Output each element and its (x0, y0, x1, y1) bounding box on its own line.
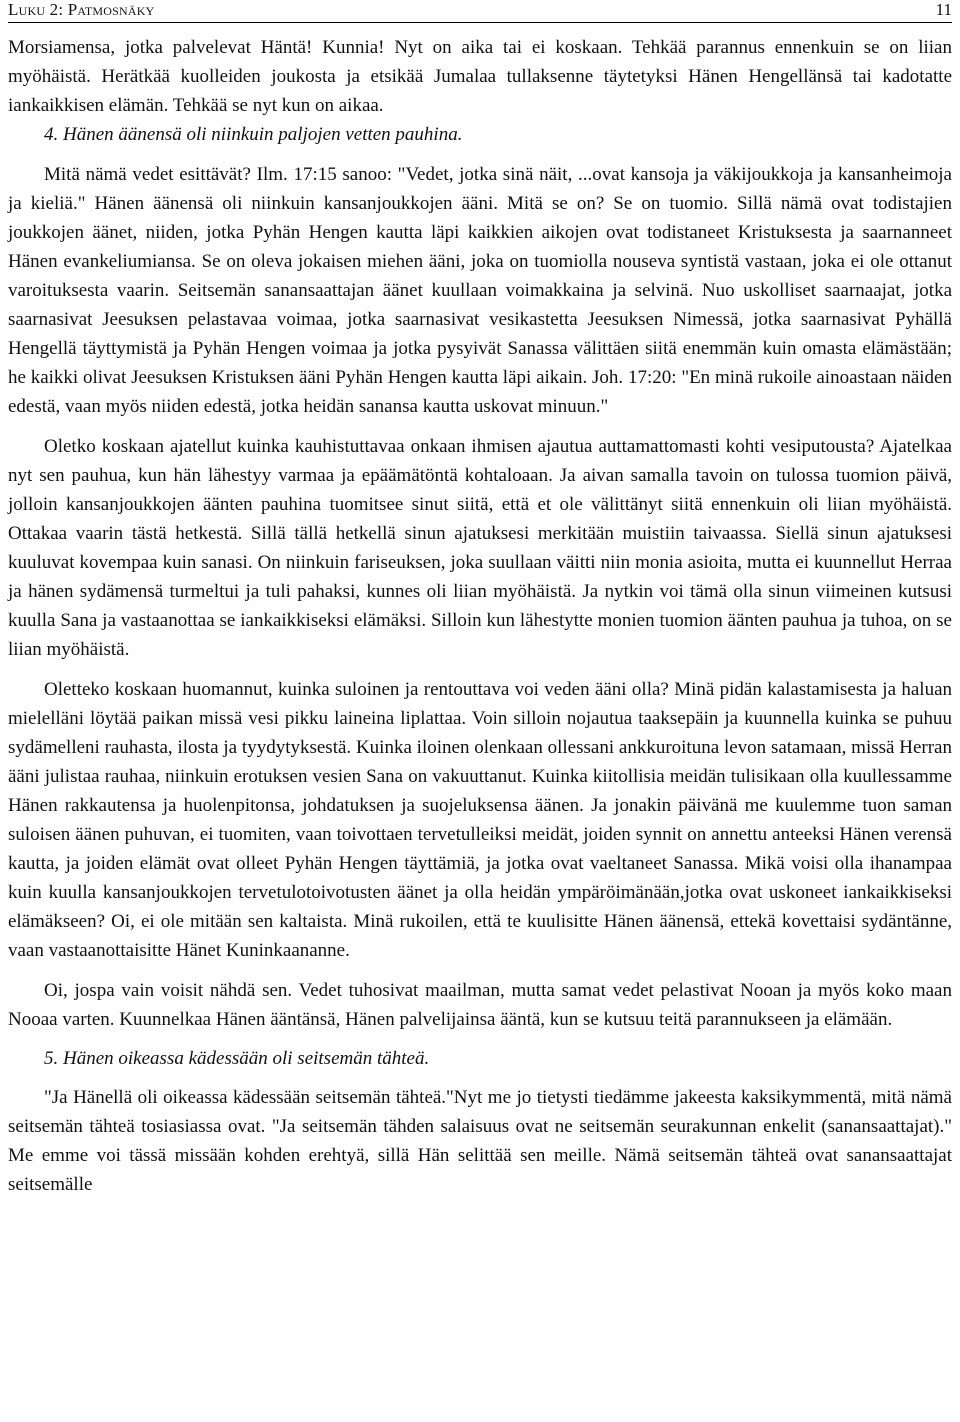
paragraph: Oi, jospa vain voisit nähdä sen. Vedet tuhosivat maailman, mutta samat vedet pelastivat Nooan ja myös koko maan Nooaa varten. Kuunnelkaa Hänen ääntänsä, Hänen palvelijainsa ääntä, kun se kutsuu teitä parannukseen ja elämään. (8, 980, 952, 1030)
page-number: 11 (935, 0, 952, 19)
paragraph: Oletko koskaan ajatellut kuinka kauhistuttavaa onkaan ihmisen ajautua auttamattomasti kohti vesiputousta? Ajatelkaa nyt sen pauhua, kun hän lähestyy varmaa ja epäämätöntä kohtaloaan. Ja aivan samalla tavoin on tulossa tuomion päivä, jolloin kansanjoukkojen äänten pauhina tuomitsee sinut siitä, että et ole välittänyt siitä ennenkuin oli liian myöhäistä. Ottakaa vaarin tästä hetkestä. Sillä tällä hetkellä sinun ajatuksesi merkitään muistiin taivaassa. Siellä sinun ajatuksesi kuuluvat kovempaa kuin sanasi. On niinkuin fariseuksen, joka suullaan väitti niin monia asioita, mutta ei kuunnellut Herraa ja hänen sydämensä turmeltui ja tuli pahaksi, kunnes oli liian myöhäistä. Ja nytkin voi tämä olla sinun viimeinen kutsusi kuulla Sana ja vastaanottaa se iankaikkiseksi elämäksi. Silloin kun lähestytte monien tuomion äänten pauhua ja tuhoa, on se liian myöhäistä. (8, 436, 952, 660)
page-header (8, 0, 952, 23)
section-heading: 5. Hänen oikeassa kädessään oli seitsemän tähteä. (44, 1048, 430, 1069)
paragraph: "Ja Hänellä oli oikeassa kädessään seitsemän tähteä."Nyt me jo tietysti tiedämme jakeesta kaksikymmentä, mitä nämä seitsemän tähteä tosiasiassa ovat. "Ja seitsemän tähden salaisuus ovat ne seitsemän seurakunnan enkelit (sanansaattajat)." Me emme voi tässä missään kohden erehtyä, sillä Hän selittää sen meille. Nämä seitsemän tähteä ovat sanansaattajat seitsemälle (8, 1087, 952, 1195)
page-body (8, 33, 952, 1199)
paragraph: Oletteko koskaan huomannut, kuinka suloinen ja rentouttava voi veden ääni olla? Minä pidän kalastamisesta ja haluan mielelläni löytää paikan missä vesi pikku laineina liplattaa. Voin silloin nojautua taaksepäin ja kuunnella kuinka se puhuu sydämelleni rauhasta, ilosta ja tyydytyksestä. Kuinka iloinen olenkaan ollessani ankkuroituna levon satamaan, missä Herran ääni julistaa rauhaa, niinkuin erotuksen vesien Sana on vakuuttanut. Kuinka kiitollisia meidän tulisikaan olla kuullessamme Hänen rakkautensa ja huolenpitonsa, johdatuksen ja suojeluksensa äänen. Ja jonakin päivänä me kuulemme tuon saman suloisen äänen puhuvan, ei tuomiten, vaan toivottaen tervetulleiksi meidät, joiden synnit on annettu anteeksi Hänen verensä kautta, ja joiden elämät ovat olleet Pyhän Hengen täyttämiä, ja jotka ovat vaeltaneet Sanassa. Mikä voisi olla ihanampaa kuin kuulla kansanjoukkojen tervetulotoivotusten äänet ja olla heidän ympäröimänään,jotka ovat uskoneet iankaikkiseksi elämäkseen? Oi, ei ole mitään sen kaltaista. Minä rukoilen, että te kuulisitte Hänen äänensä, ettekä kovettaisi sydäntänne, vaan vastaanottaisitte Hänet Kuninkaananne. (8, 679, 952, 961)
paragraph: Morsiamensa, jotka palvelevat Häntä! Kunnia! Nyt on aika tai ei koskaan. Tehkää parannus ennenkuin se on liian myöhäistä. Herätkää kuolleiden joukosta ja etsikää Jumalaa tullaksenne täytetyksi Hänen Hengellänsä tai kadotatte iankaikkisen elämän. Tehkää se nyt kun on aikaa. (8, 37, 952, 116)
paragraph: Mitä nämä vedet esittävät? Ilm. 17:15 sanoo: "Vedet, jotka sinä näit, ...ovat kansoja ja väkijoukkoja ja kansanheimoja ja kieliä." Hänen äänensä oli niinkuin kansanjoukkojen ääni. Mitä se on? Se on tuomio. Sillä nämä ovat todistajien joukkojen äänet, niiden, jotka Pyhän Hengen kautta läpi kaikkien aikojen ovat todistaneet Kristuksesta ja saarnanneet Hänen evankeliumiansa. Se on oleva jokaisen miehen ääni, joka on tuomiolla nouseva syntistä vastaan, joka ei ole ottanut varoituksesta vaarin. Seitsemän sanansaattajan äänet kuullaan voimakkaina ja selvinä. Nuo uskolliset saarnaajat, jotka saarnasivat Jeesuksen pelastavaa voimaa, jotka saarnasivat vesikastetta Jeesuksen Nimessä, jotka saarnasivat Pyhällä Hengellä täyttymistä ja Pyhän Hengen voimaa ja jotka pysyivät Sanassa välittäen siitä enemmän kuin omasta elämästään; he kaikki olivat Jeesuksen Kristuksen ääni Pyhän Hengen kautta läpi aikain. Joh. 17:20: "En minä rukoile ainoastaan näiden edestä, vaan myös niiden edestä, jotka heidän sanansa kautta uskovat minuun." (8, 164, 952, 417)
section-heading: 4. Hänen äänensä oli niinkuin paljojen vetten pauhina. (44, 124, 463, 145)
chapter-title: Luku 2: Patmosnäky (8, 0, 155, 19)
